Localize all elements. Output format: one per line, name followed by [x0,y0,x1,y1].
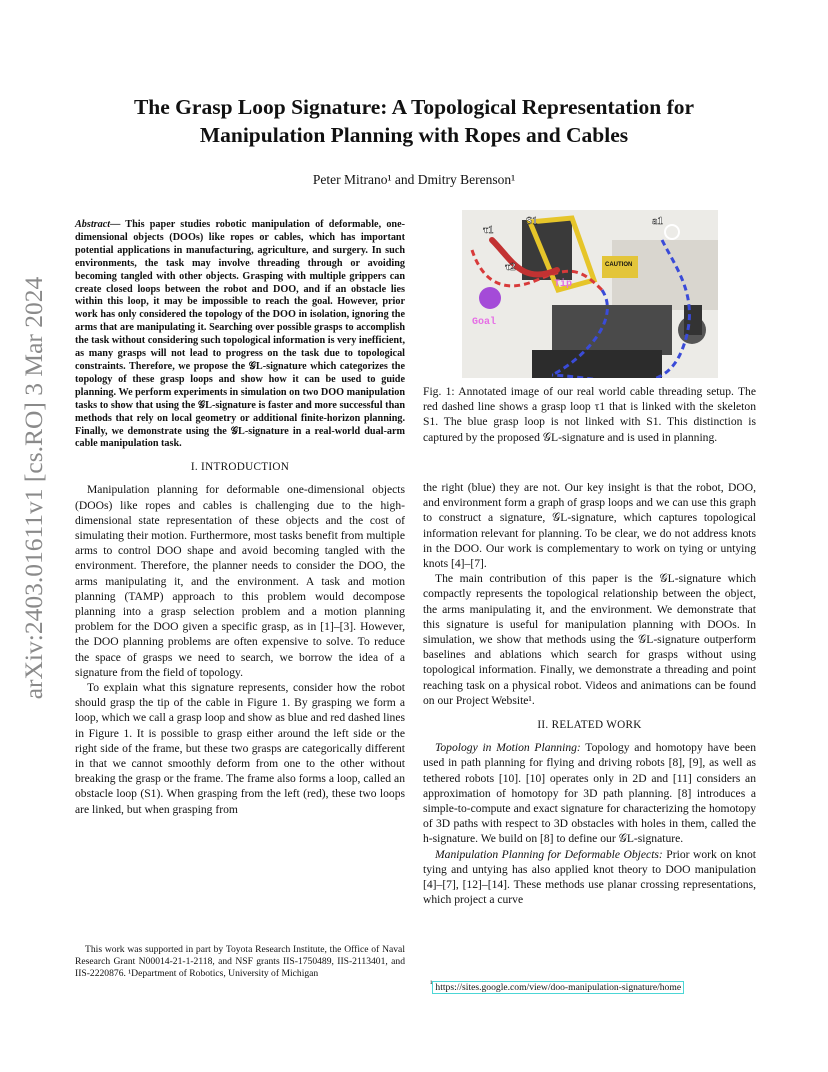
tau2-label: τ2 [505,261,516,273]
robot-setup-illustration [462,210,718,378]
arxiv-id-text: arXiv:2403.01611v1 [cs.RO] 3 Mar 2024 [19,276,48,700]
authors: Peter Mitrano¹ and Dmitry Berenson¹ [312,172,516,187]
rw-topology-text: Topology and homotopy have been used in path planning for flying and driving robots [8], [9], as well as tethered robots [10]. [10] operates only in 2D and [11] considers an approximation of homotopy for 3D path planning. [8] introduces a simple-to-compute and exact signature for characterizing the homotopy of 3D paths with respect to 3D obstacles with holes in them, called the h-signature. We build on [8] to define our 𝒢L-signature. [423,741,756,846]
title-line-2: Manipulation Planning with Ropes and Cables [199,123,629,147]
caution-label: CAUTION [605,262,633,268]
right-column-body [423,480,756,907]
tau1-label: τ1 [483,224,494,236]
arxiv-identifier [14,276,54,700]
title-line-1: The Grasp Loop Signature: A Topological Representation for [133,95,695,119]
intro-paragraph-1: Manipulation planning for deformable one-dimensional objects (DOOs) like ropes and cables is challenging due to the high-dimensional state representation of these objects and the cost of simulating their motion. Furthermore, most tasks benefit from multiple arms to control DOO shape and avoid becoming tangled with the environment. Therefore, the planner needs to consider the DOO, the arms manipulating it, and the environment. A task and motion planning (TAMP) approach to this problem would decompose planning into a grasp selection problem and a motion planning problem for the DOO given a specific grasp, as in [1]–[3]. However, the DOO planning problems are often expensive to solve. To reduce the space of grasps we need to search, we borrow the idea of a signature from the field of topology. [75,483,405,679]
intro-paragraph-3: the right (blue) they are not. Our key insight is that the robot, DOO, and environment form a graph of grasp loops and we can use this graph to construct a signature, 𝒢L-signature, which captures topological information relevant for planning. To be clear, we do not address knots in the DOO. Our work is complementary to work on tying or untying knots [4]–[7]. [423,481,756,571]
contribution-paragraph: The main contribution of this paper is the 𝒢L-signature which compactly represents the topological relationship between the object, the arms manipulating it, and the environment. We demonstrate that this signature is useful for manipulation planning with DOOs. In simulation, we show that methods using the 𝒢L-signature outperform baselines and ablations which search for grasps without using topological information. Finally, we demonstrate a threading and point reaching task on a physical robot. Videos and animations can be found on our Project Website¹. [423,572,756,707]
figure-1-photo [462,210,718,378]
footnote-mark: ¹ [430,979,433,988]
tip-label: Tip [554,279,573,290]
abstract-text: — This paper studies robotic manipulation of deformable, one-dimensional objects (DOOs) like ropes or cables, which has important potential applications in manufacturing, agriculture, and surgery. In such environments, the task may involve threading through or avoiding becoming tangled with other objects. Grasping with multiple grippers can create closed loops between the robot and DOO, and if an obstacle lies within this loop, it may be impossible to reach the goal. However, prior work has only considered the topology of the DOO in isolation, ignoring the arms that are manipulating it. Searching over possible grasps to accomplish the task without considering such topological information is very inefficient, as many grasps will not lead to progress on the task due to topological constraints. Therefore, we propose the 𝒢L-signature which categorizes the topology of these grasp loops and show how it can be used to guide planning. We perform experiments in simulation on two DOO manipulation tasks to show that using the 𝒢L-signature is faster and more successful than methods that rely on local geometry or additional finite-horizon planning. Finally, we demonstrate using the 𝒢L-signature in a real-world dual-arm cable manipulation task. [75,219,405,450]
a1-label: a1 [652,215,663,227]
figure-1-caption: Fig. 1: Annotated image of our real world cable threading setup. The red dashed line shows a grasp loop τ1 that is linked with the skeleton S1. The blue grasp loop is not linked with S1. This distinction is captured by the proposed 𝒢L-signature and is used in planning. [423,385,756,444]
project-website-link[interactable]: https://sites.google.com/view/doo-manipulation-signature/home [432,981,684,994]
abstract [75,219,405,817]
abstract-label: Abstract [75,219,111,230]
paper-title [90,93,738,149]
goal-marker [479,287,501,309]
section-title-related-work: II. RELATED WORK [537,719,642,732]
project-website-footnote [430,979,684,993]
section-title-introduction: I. INTRODUCTION [190,461,290,474]
rw-deformable-text: Prior work on knot tying and untying has also applied knot theory to DOO manipulation [4]–[7], [12]–[14]. These methods use planar crossing representations, which project a curve [423,847,756,907]
rw-deformable-heading: Manipulation Planning for Deformable Objects: [435,847,663,861]
goal-label: Goal [472,317,497,328]
intro-paragraph-2: To explain what this signature represents, consider how the robot should grasp the tip of the cable in Figure 1. By grasping we form a loop, which we call a grasp loop and show as blue and red dashed lines in Figure 1. It is possible to grasp either around the left side or the right side of the frame, but these two grasps are categorically different in that we cannot smoothly deform from one to the other without breaking the grasp or the frame. The frame also forms a loop, called an obstacle loop (S1). When grasping from the left (red), these two loops are linked, but when grasping from [75,680,406,816]
funding-footnote: This work was supported in part by Toyota Research Institute, the Office of Naval Research Grant N00014-21-1-2118, and NSF grants IIS-1750489, IIS-2113401, and IIS-2220876. ¹Department of Robotics, University of Michigan [75,944,405,979]
rw-topology-heading: Topology in Motion Planning: [435,741,581,755]
s1-label: S1 [526,215,538,227]
